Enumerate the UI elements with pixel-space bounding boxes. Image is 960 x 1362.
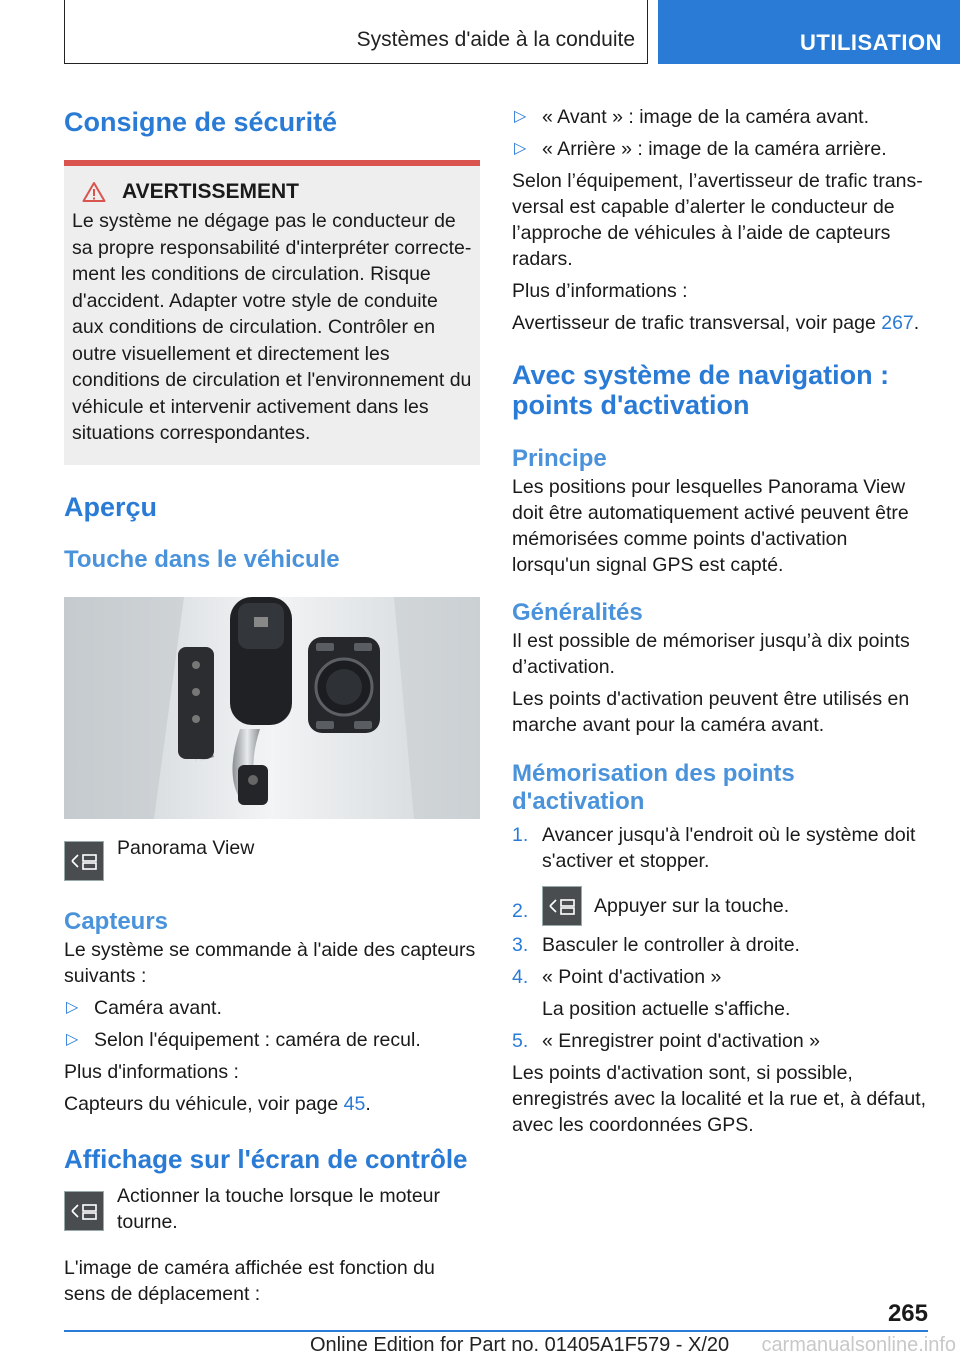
page-link-267[interactable]: 267 [881,312,914,334]
sensors-list [64,995,480,1053]
sensors-intro: Le système se commande à l'aide des capteurs suivants : [64,938,476,987]
overview-heading: Aperçu [64,491,158,522]
safety-heading: Consigne de sécurité [64,107,338,137]
warning-title: AVERTISSEMENT [122,180,299,203]
list-item: ▷ « Avant » : image de la caméra avant. [514,106,870,128]
cross-traffic-reference: Avertisseur de trafic transversal, voir page 267. [512,312,920,334]
more-info-label: Plus d'informations : [64,1060,239,1083]
list-item: ▷ « Arrière » : image de la caméra arrière. [514,138,887,160]
list-item: ▷ Selon l'équipement : caméra de recul. [66,1028,421,1051]
console-photo [64,597,480,819]
watermark: carmanualsonline.info [761,1334,956,1356]
button-heading: Touche dans le véhicule [64,545,340,573]
general-text-1: Il est possible de mémoriser jusqu’à dix points d’activation. [512,630,910,678]
footer-divider [64,1330,928,1332]
list-item: ▷ Caméra avant. [66,996,222,1019]
page-link-45[interactable]: 45 [343,1092,366,1115]
panorama-view-icon[interactable] [542,886,582,926]
display-icon-row [64,1183,480,1235]
nav-heading: Avec système de navigation : points d'activation [512,360,890,420]
right-column [512,104,928,1138]
console-image [64,597,480,819]
principle-heading: Principe [512,445,607,472]
sensors-reference: Capteurs du véhicule, voir page 45. [64,1092,371,1115]
header-tab-label: UTILISATION [800,30,942,55]
header-section-title: Systèmes d'aide à la conduite [356,28,635,51]
warning-box [64,160,480,465]
warning-triangle-icon [82,181,106,203]
display-heading: Affichage sur l'écran de contrôle [64,1143,468,1174]
step-item: 1. Avancer jusqu'à l'endroit où le système doit s'activer et stopper. [512,824,916,872]
display-icon-text: Actionner la touche lorsque le moteur tourne. [117,1184,441,1233]
header-tab-utilisation[interactable] [658,0,960,64]
warning-text: Le système ne dégage pas le conducteur de sa propre responsabilité d'interpréter correctement les conditions de circulation. Risque d'accident. Adapter votre style de conduite aux conditions de circulation. Contrôler en outre visuellement et directement les conditions de circulation et l'environnement du véhicule et intervenir activement dans les situations correspondantes. [72,210,472,444]
page-number: 265 [887,1300,928,1327]
header-box [64,0,648,64]
triangle-bullet-icon: ▷ [66,1030,79,1048]
panorama-view-legend [64,836,480,881]
general-text-2: Les points d'activation peuvent être utilisés en marche avant pour la caméra avant. [512,688,910,736]
steps-list [512,822,928,1054]
display-text: L'image de caméra affichée est fonction du sens de déplacement : [64,1256,435,1305]
panorama-view-caption: Panorama View [117,836,255,859]
sensors-heading: Capteurs [64,907,169,935]
triangle-bullet-icon: ▷ [514,140,527,157]
step-item: 3. Basculer le controller à droite. [512,934,800,956]
camera-list [512,104,928,162]
principle-text: Les positions pour lesquelles Panorama View doit être automatiquement activé peuvent être mémorisées comme points d'activation lorsqu'un signal GPS est capté. [512,476,909,576]
step-item: 4. « Point d'activation » La position actuelle s'affiche. [512,964,928,1022]
step-item: 5. « Enregistrer point d'activation » [512,1030,820,1052]
more-info-label: Plus d’informations : [512,280,688,302]
footer-edition: Online Edition for Part no. 01405A1F579 - X/20 [310,1334,730,1356]
panorama-view-icon[interactable] [64,841,104,881]
triangle-bullet-icon: ▷ [514,108,527,125]
panorama-view-icon[interactable] [64,1191,104,1231]
left-column [64,96,480,1307]
memorize-heading: Mémorisation des points d'activation [512,760,795,815]
general-heading: Généralités [512,599,643,626]
cross-traffic-text: Selon l’équipement, l’avertisseur de trafic transversal est capable d’alerter le conducteur de l’approche de véhicules à l’aide de capteurs radars. [512,170,923,270]
step-item: 2. Appuyer sur la touche. [512,886,928,926]
triangle-bullet-icon: ▷ [66,998,79,1016]
final-text: Les points d'activation sont, si possible, enregistrés avec la localité et la rue et, à défaut, avec les coordonnées GPS. [512,1062,927,1136]
step-sub-text: La position actuelle s'affiche. [542,998,791,1020]
